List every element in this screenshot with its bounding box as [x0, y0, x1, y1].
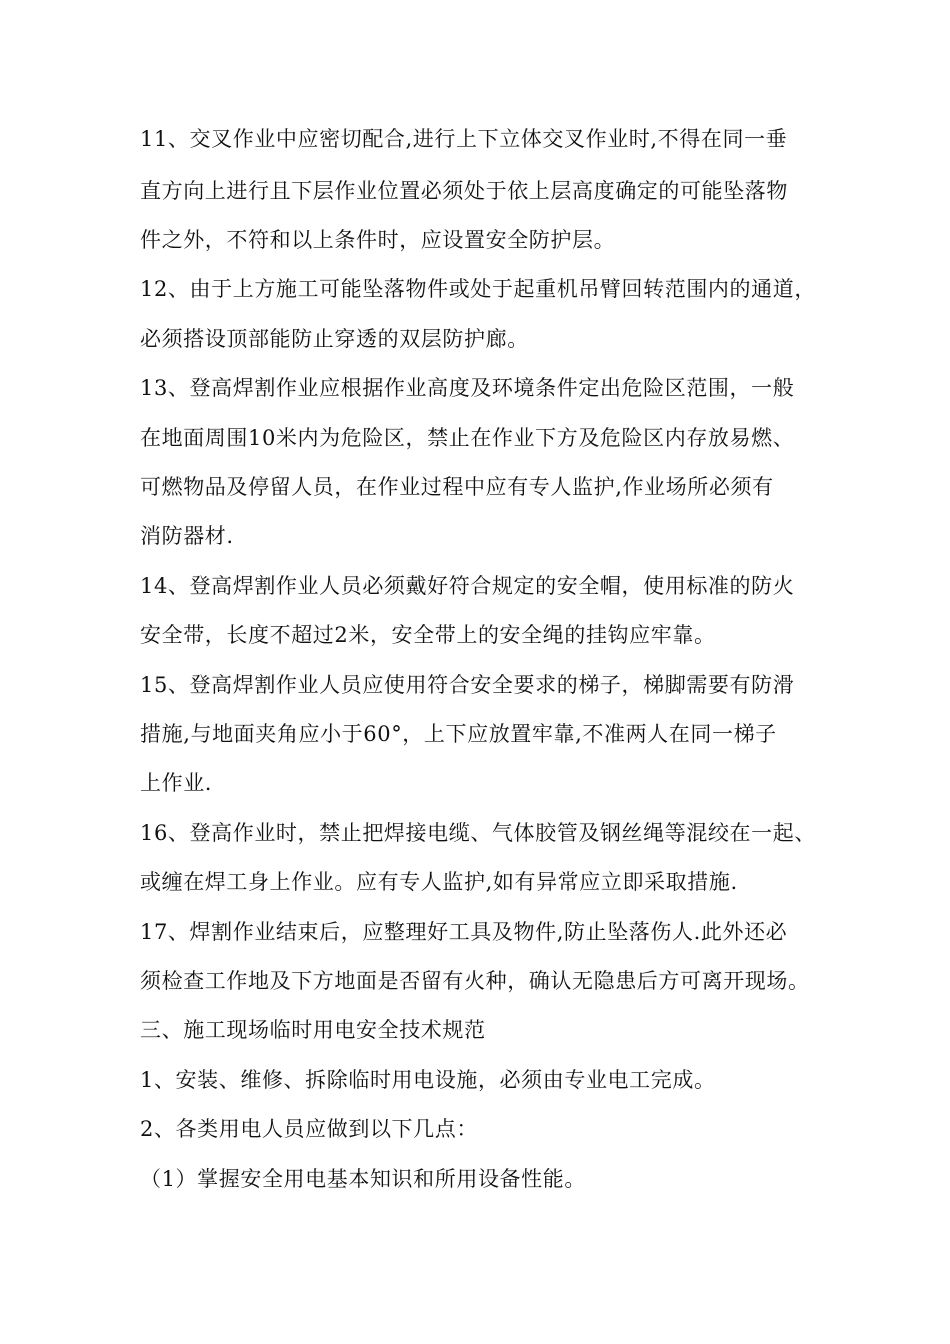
- text-line: 13、登高焊割作业应根据作业高度及环境条件定出危险区范围，一般: [140, 376, 795, 400]
- text-line: 上作业.: [140, 771, 213, 795]
- text-line: 措施,与地面夹角应小于60°，上下应放置牢靠,不准两人在同一梯子: [140, 722, 777, 746]
- text-line: 17、焊割作业结束后，应整理好工具及物件,防止坠落伤人.此外还必: [140, 920, 788, 944]
- text-line: 11、交叉作业中应密切配合,进行上下立体交叉作业时,不得在同一垂: [140, 127, 788, 151]
- text-line: 14、登高焊割作业人员必须戴好符合规定的安全帽，使用标准的防火: [140, 574, 795, 598]
- text-line: 直方向上进行且下层作业位置必须处于依上层高度确定的可能坠落物: [140, 179, 788, 203]
- text-line: 12、由于上方施工可能坠落物件或处于起重机吊臂回转范围内的通道，: [140, 277, 816, 301]
- text-line: 16、登高作业时，禁止把焊接电缆、气体胶管及钢丝绳等混绞在一起、: [140, 821, 816, 845]
- text-line: （1）掌握安全用电基本知识和所用设备性能。: [140, 1167, 586, 1191]
- text-line: 消防器材.: [140, 524, 234, 548]
- text-line: 1、安装、维修、拆除临时用电设施，必须由专业电工完成。: [140, 1068, 716, 1092]
- section-heading: 三、施工现场临时用电安全技术规范: [140, 1018, 486, 1042]
- text-line: 可燃物品及停留人员，在作业过程中应有专人监护,作业场所必须有: [140, 475, 774, 499]
- text-line: 或缠在焊工身上作业。应有专人监护,如有异常应立即采取措施.: [140, 870, 738, 894]
- text-line: 件之外，不符和以上条件时，应设置安全防护层。: [140, 228, 616, 252]
- text-line: 2、各类用电人员应做到以下几点：: [140, 1117, 478, 1141]
- text-line: 安全带，长度不超过2米，安全带上的安全绳的挂钩应牢靠。: [140, 623, 716, 647]
- text-line: 在地面周围10米内为危险区，禁止在作业下方及危险区内存放易燃、: [140, 426, 795, 450]
- text-line: 15、登高焊割作业人员应使用符合安全要求的梯子，梯脚需要有防滑: [140, 673, 795, 697]
- text-line: 必须搭设顶部能防止穿透的双层防护廊。: [140, 327, 529, 351]
- text-line: 须检查工作地及下方地面是否留有火种，确认无隐患后方可离开现场。: [140, 969, 810, 993]
